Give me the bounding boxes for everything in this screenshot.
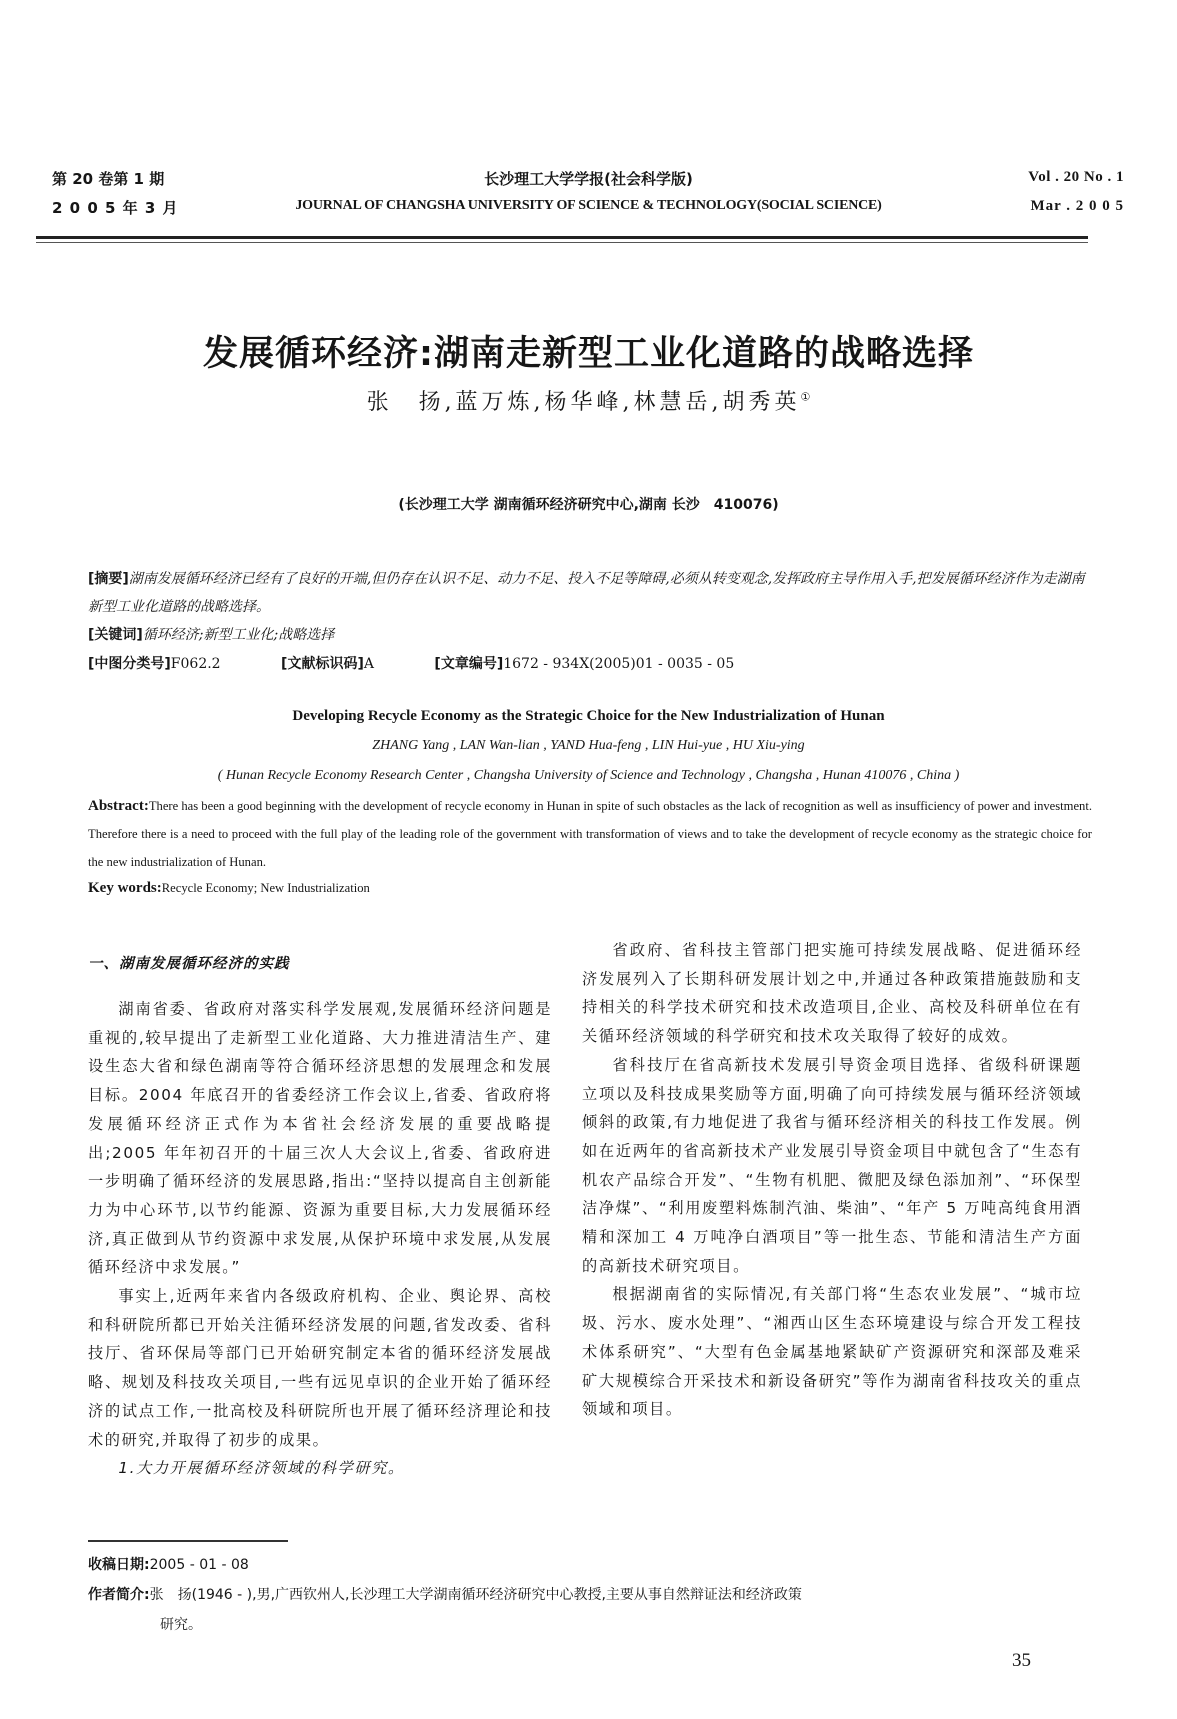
clc-label: [中图分类号]: [88, 656, 171, 672]
authors-cn-names: 张 扬,蓝万炼,杨华峰,林慧岳,胡秀英: [366, 390, 801, 415]
keywords-en: [88, 880, 370, 897]
abstract-en: [88, 792, 1092, 876]
abstract-cn-label: [摘要]: [88, 571, 129, 587]
keywords-cn-label: [关键词]: [88, 627, 143, 643]
article-no-label: [文章编号]: [434, 656, 504, 672]
abstract-en-text: There has been a good beginning with the development of recycle economy in Hunan in spite of such obstacles as the lack of recognition as well as insufficiency of power and investment. Therefore there is a need to proceed with the full play of the leading role of the government with transformation of views and to take the development of recycle economy as the strategic choice for the new industrialization of Hunan.: [88, 799, 1092, 869]
bio-label: 作者简介:: [88, 1587, 150, 1603]
body-paragraph: 省科技厅在省高新技术发展引导资金项目选择、省级科研课题立项以及科技成果奖励等方面,明确了向可持续发展与循环经济领域倾斜的政策,有力地促进了我省与循环经济相关的科技工作发展。例如在近两年的省高新技术产业发展引导资金项目中就包含了“生态有机农产品综合开发”、“生物有机肥、微肥及绿色添加剂”、“环保型洁净煤”、“利用废塑料炼制汽油、柴油”、“年产 5 万吨高纯食用酒精和深加工 4 万吨净白酒项目”等一批生态、节能和清洁生产方面的高新技术研究项目。: [582, 1055, 1082, 1275]
body-column-left: [88, 995, 552, 1483]
classification-line: [88, 650, 1088, 678]
authors-en: ZHANG Yang , LAN Wan-lian , YAND Hua-feng , LIN Hui-yue , HU Xiu-ying: [372, 738, 805, 753]
article-title-en: Developing Recycle Economy as the Strategic Choice for the New Industrialization of Hunan: [292, 708, 885, 724]
author-footnote-mark: ①: [800, 390, 811, 404]
received-date: [88, 1550, 1088, 1580]
article-no-value: 1672 - 934X(2005)01 - 0035 - 05: [503, 656, 735, 672]
header-rule-thin: [36, 242, 1088, 243]
body-paragraph: 根据湖南省的实际情况,有关部门将“生态农业发展”、“城市垃圾、污水、废水处理”、“湘西山区生态环境建设与综合开发工程技术体系研究”、“大型有色金属基地紧缺矿产资源研究和深部及难采矿大规模综合开采技术和新设备研究”等作为湖南省科技攻关的重点领域和项目。: [582, 1285, 1082, 1419]
volume-issue-en: Vol . 20 No . 1: [1028, 169, 1124, 185]
clc-value: F062.2: [170, 656, 221, 672]
abstract-en-label: Abstract:: [88, 798, 149, 814]
body-paragraph: 事实上,近两年来省内各级政府机构、企业、舆论界、高校和科研院所都已开始关注循环经济发展的问题,省发改委、省科技厅、省环保局等部门已开始研究制定本省的循环经济发展战略、规划及科技攻关项目,一些有远见卓识的企业开始了循环经济的试点工作,一批高校及科研院所也开展了循环经济理论和技术的研究,并取得了初步的成果。: [88, 1287, 552, 1449]
bio-text: 张 扬(1946 - ),男,广西钦州人,长沙理工大学湖南循环经济研究中心教授,主要从事自然辩证法和经济政策: [149, 1587, 802, 1603]
date-en: Mar . 2 0 0 5: [1030, 198, 1124, 214]
page-number: 35: [1012, 1650, 1031, 1671]
keywords-en-label: Key words:: [88, 880, 162, 896]
authors-cn: [0, 385, 1177, 416]
subsection-heading: 1.大力开展循环经济领域的科学研究。: [118, 1459, 405, 1478]
section-heading: 一、湖南发展循环经济的实践: [88, 956, 290, 972]
footnote-rule: [88, 1540, 288, 1542]
journal-name-cn: 长沙理工大学学报(社会科学版): [484, 170, 693, 188]
body-paragraph: 省政府、省科技主管部门把实施可持续发展战略、促进循环经济发展列入了长期科研发展计划之中,并通过各种政策措施鼓励和支持相关的科学技术研究和技术改造项目,企业、高校及科研单位在有关循环经济领域的科学研究和技术攻关取得了较好的成效。: [582, 941, 1082, 1046]
keywords-en-text: Recycle Economy; New Industrialization: [161, 881, 370, 895]
abstract-cn-text: 湖南发展循环经济已经有了良好的开端,但仍存在认识不足、动力不足、投入不足等障碍,必须从转变观念,发挥政府主导作用入手,把发展循环经济作为走湖南新型工业化道路的战略选择。: [88, 571, 1085, 615]
bio-text-continued: 研究。: [160, 1617, 202, 1633]
affiliation-en: ( Hunan Recycle Economy Research Center , Changsha University of Science and Technology , Changsha , Hunan 410076 , China ): [217, 768, 960, 783]
abstract-cn: [88, 565, 1088, 621]
doc-code-label: [文献标识码]: [281, 656, 364, 672]
volume-issue-cn: 第 20 卷第 1 期: [52, 170, 165, 188]
header-rule-thick: [36, 236, 1088, 239]
received-value: 2005 - 01 - 08: [149, 1557, 249, 1573]
article-title-cn: 发展循环经济:湖南走新型工业化道路的战略选择: [203, 334, 974, 374]
doc-code-value: A: [363, 656, 374, 672]
affiliation-cn: (长沙理工大学 湖南循环经济研究中心,湖南 长沙 410076): [398, 497, 779, 513]
author-bio: [88, 1580, 1088, 1640]
journal-name-en: JOURNAL OF CHANGSHA UNIVERSITY OF SCIENCE & TECHNOLOGY(SOCIAL SCIENCE): [295, 198, 882, 213]
body-paragraph: 湖南省委、省政府对落实科学发展观,发展循环经济问题是重视的,较早提出了走新型工业化道路、大力推进清洁生产、建设生态大省和绿色湖南等符合循环经济思想的发展理念和发展目标。2004 年底召开的省委经济工作会议上,省委、省政府将发展循环经济正式作为本省社会经济发展的重要战略提出;2005 年年初召开的十届三次人大会议上,省委、省政府进一步明确了循环经济的发展思路,指出:“坚持以提高自主创新能力为中心环节,以节约能源、资源为重要目标,大力发展循环经济,真正做到从节约资源中求发展,从保护环境中求发展,从发展循环经济中求发展。”: [88, 1000, 552, 1277]
body-column-right: [582, 936, 1082, 1424]
received-label: 收稿日期:: [88, 1557, 150, 1573]
date-cn: 2 0 0 5 年 3 月: [52, 199, 179, 217]
keywords-cn: [88, 621, 1088, 649]
keywords-cn-text: 循环经济;新型工业化;战略选择: [142, 627, 335, 643]
